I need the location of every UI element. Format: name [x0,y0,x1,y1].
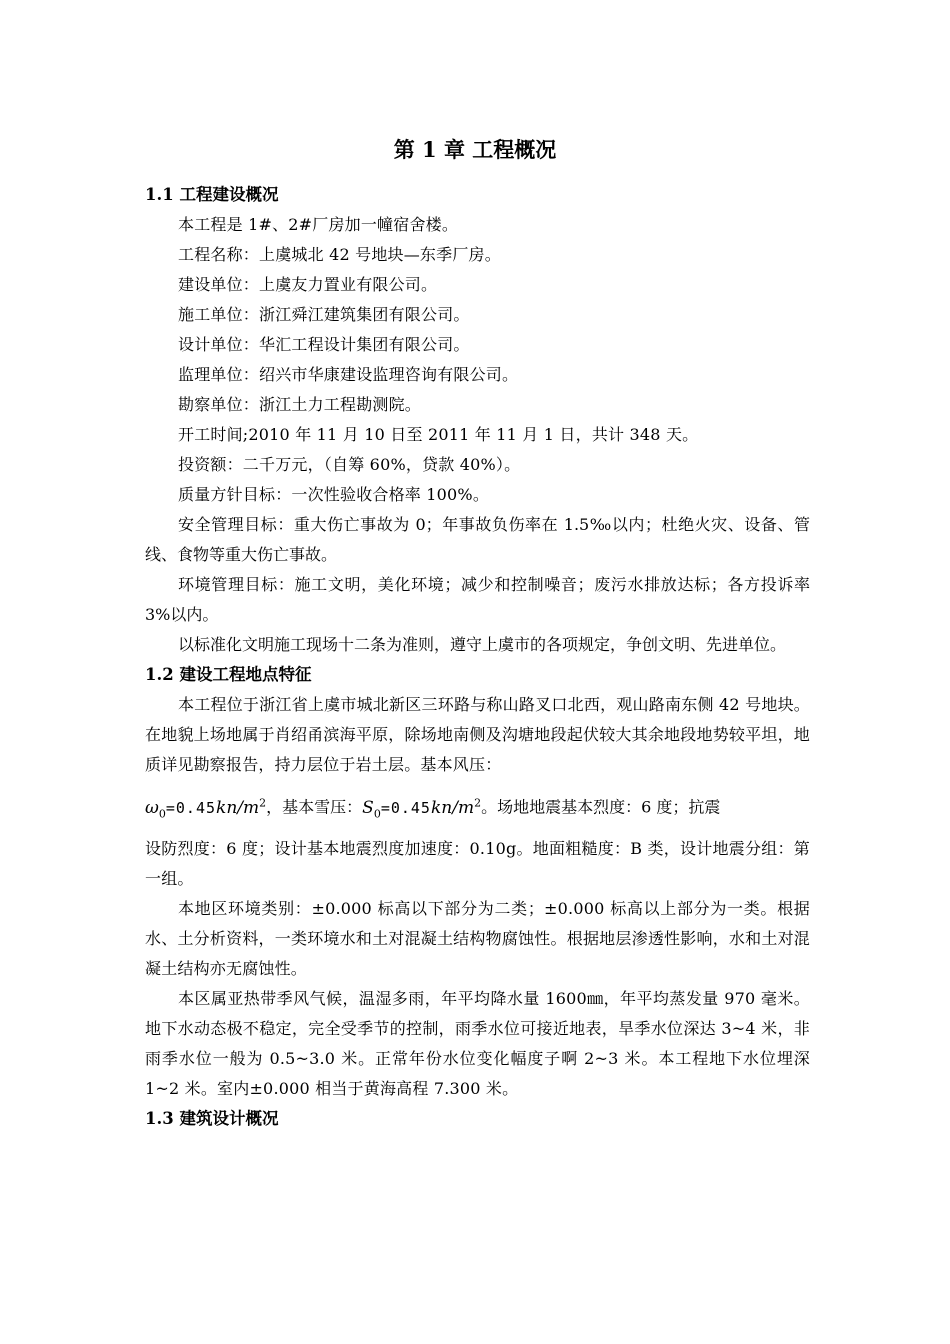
paragraph: 监理单位：绍兴市华康建设监理咨询有限公司。 [178,365,519,384]
formula-line [145,780,810,834]
section-heading-1-1: 1.1 工程建设概况 [145,185,279,204]
paragraph: 以标准化文明施工现场十二条为准则，遵守上虞市的各项规定，争创文明、先进单位。 [178,635,787,654]
paragraph: 勘察单位：浙江土力工程勘测院。 [178,395,422,414]
wind-pressure-formula: $\omega_0=0.45kn/m^2$ [145,796,267,821]
paragraph: 建设单位：上虞友力置业有限公司。 [178,275,438,294]
paragraph: 工程名称：上虞城北 42 号地块—东季厂房。 [178,245,501,264]
document-body [145,180,810,1134]
paragraph: 施工单位：浙江舜江建筑集团有限公司。 [178,305,470,324]
formula-trailing-text: 。场地地震基本烈度：6 度；抗震 [481,797,721,817]
section-heading-1-3: 1.3 建筑设计概况 [145,1109,279,1128]
paragraph: 本工程是 1#、2#厂房加一幢宿舍楼。 [178,215,459,234]
paragraph: 本工程位于浙江省上虞市城北新区三环路与称山路叉口北西，观山路南东侧 42 号地块。在地貌上场地属于肖绍甬滨海平原，除场地南侧及沟塘地段起伏较大其余地段地势较平坦，地质详见勘察报告，持力层位于岩土层。基本风压： [145,695,810,774]
paragraph: 质量方针目标：一次性验收合格率 100%。 [178,485,490,504]
snow-pressure-label: ，基本雪压： [266,797,363,817]
chapter-title: 第 1 章 工程概况 [393,137,557,162]
paragraph: 投资额：二千万元，（自筹 60%，贷款 40%）。 [178,455,521,474]
snow-pressure-formula: $S_0=0.45kn/m^2$ [362,796,482,821]
paragraph: 本区属亚热带季风气候，温湿多雨，年平均降水量 1600㎜，年平均蒸发量 970 毫米。地下水动态极不稳定，完全受季节的控制，雨季水位可接近地表，旱季水位深达 3~4 米，非雨季水位一般为 0.5~3.0 米。正常年份水位变化幅度子啊 2~3 米。本工程地下水位埋深 1~2 米。室内±0.000 相当于黄海高程 7.300 米。 [145,989,810,1098]
paragraph: 设计单位：华汇工程设计集团有限公司。 [178,335,470,354]
paragraph: 环境管理目标：施工文明，美化环境；减少和控制噪音；废污水排放达标；各方投诉率 3%以内。 [145,575,810,624]
paragraph: 设防烈度：6 度；设计基本地震烈度加速度：0.10g。地面粗糙度：B 类，设计地震分组：第一组。 [145,839,810,888]
paragraph: 安全管理目标：重大伤亡事故为 0；年事故负伤率在 1.5‰以内；杜绝火灾、设备、管线、食物等重大伤亡事故。 [145,515,810,564]
section-heading-1-2: 1.2 建设工程地点特征 [145,665,312,684]
paragraph: 本地区环境类别：±0.000 标高以下部分为二类；±0.000 标高以上部分为一类。根据水、土分析资料，一类环境水和土对混凝土结构物腐蚀性。根据地层渗透性影响，水和土对混凝土结构亦无腐蚀性。 [145,899,810,978]
paragraph: 开工时间;2010 年 11 月 10 日至 2011 年 11 月 1 日，共计 348 天。 [178,425,699,444]
